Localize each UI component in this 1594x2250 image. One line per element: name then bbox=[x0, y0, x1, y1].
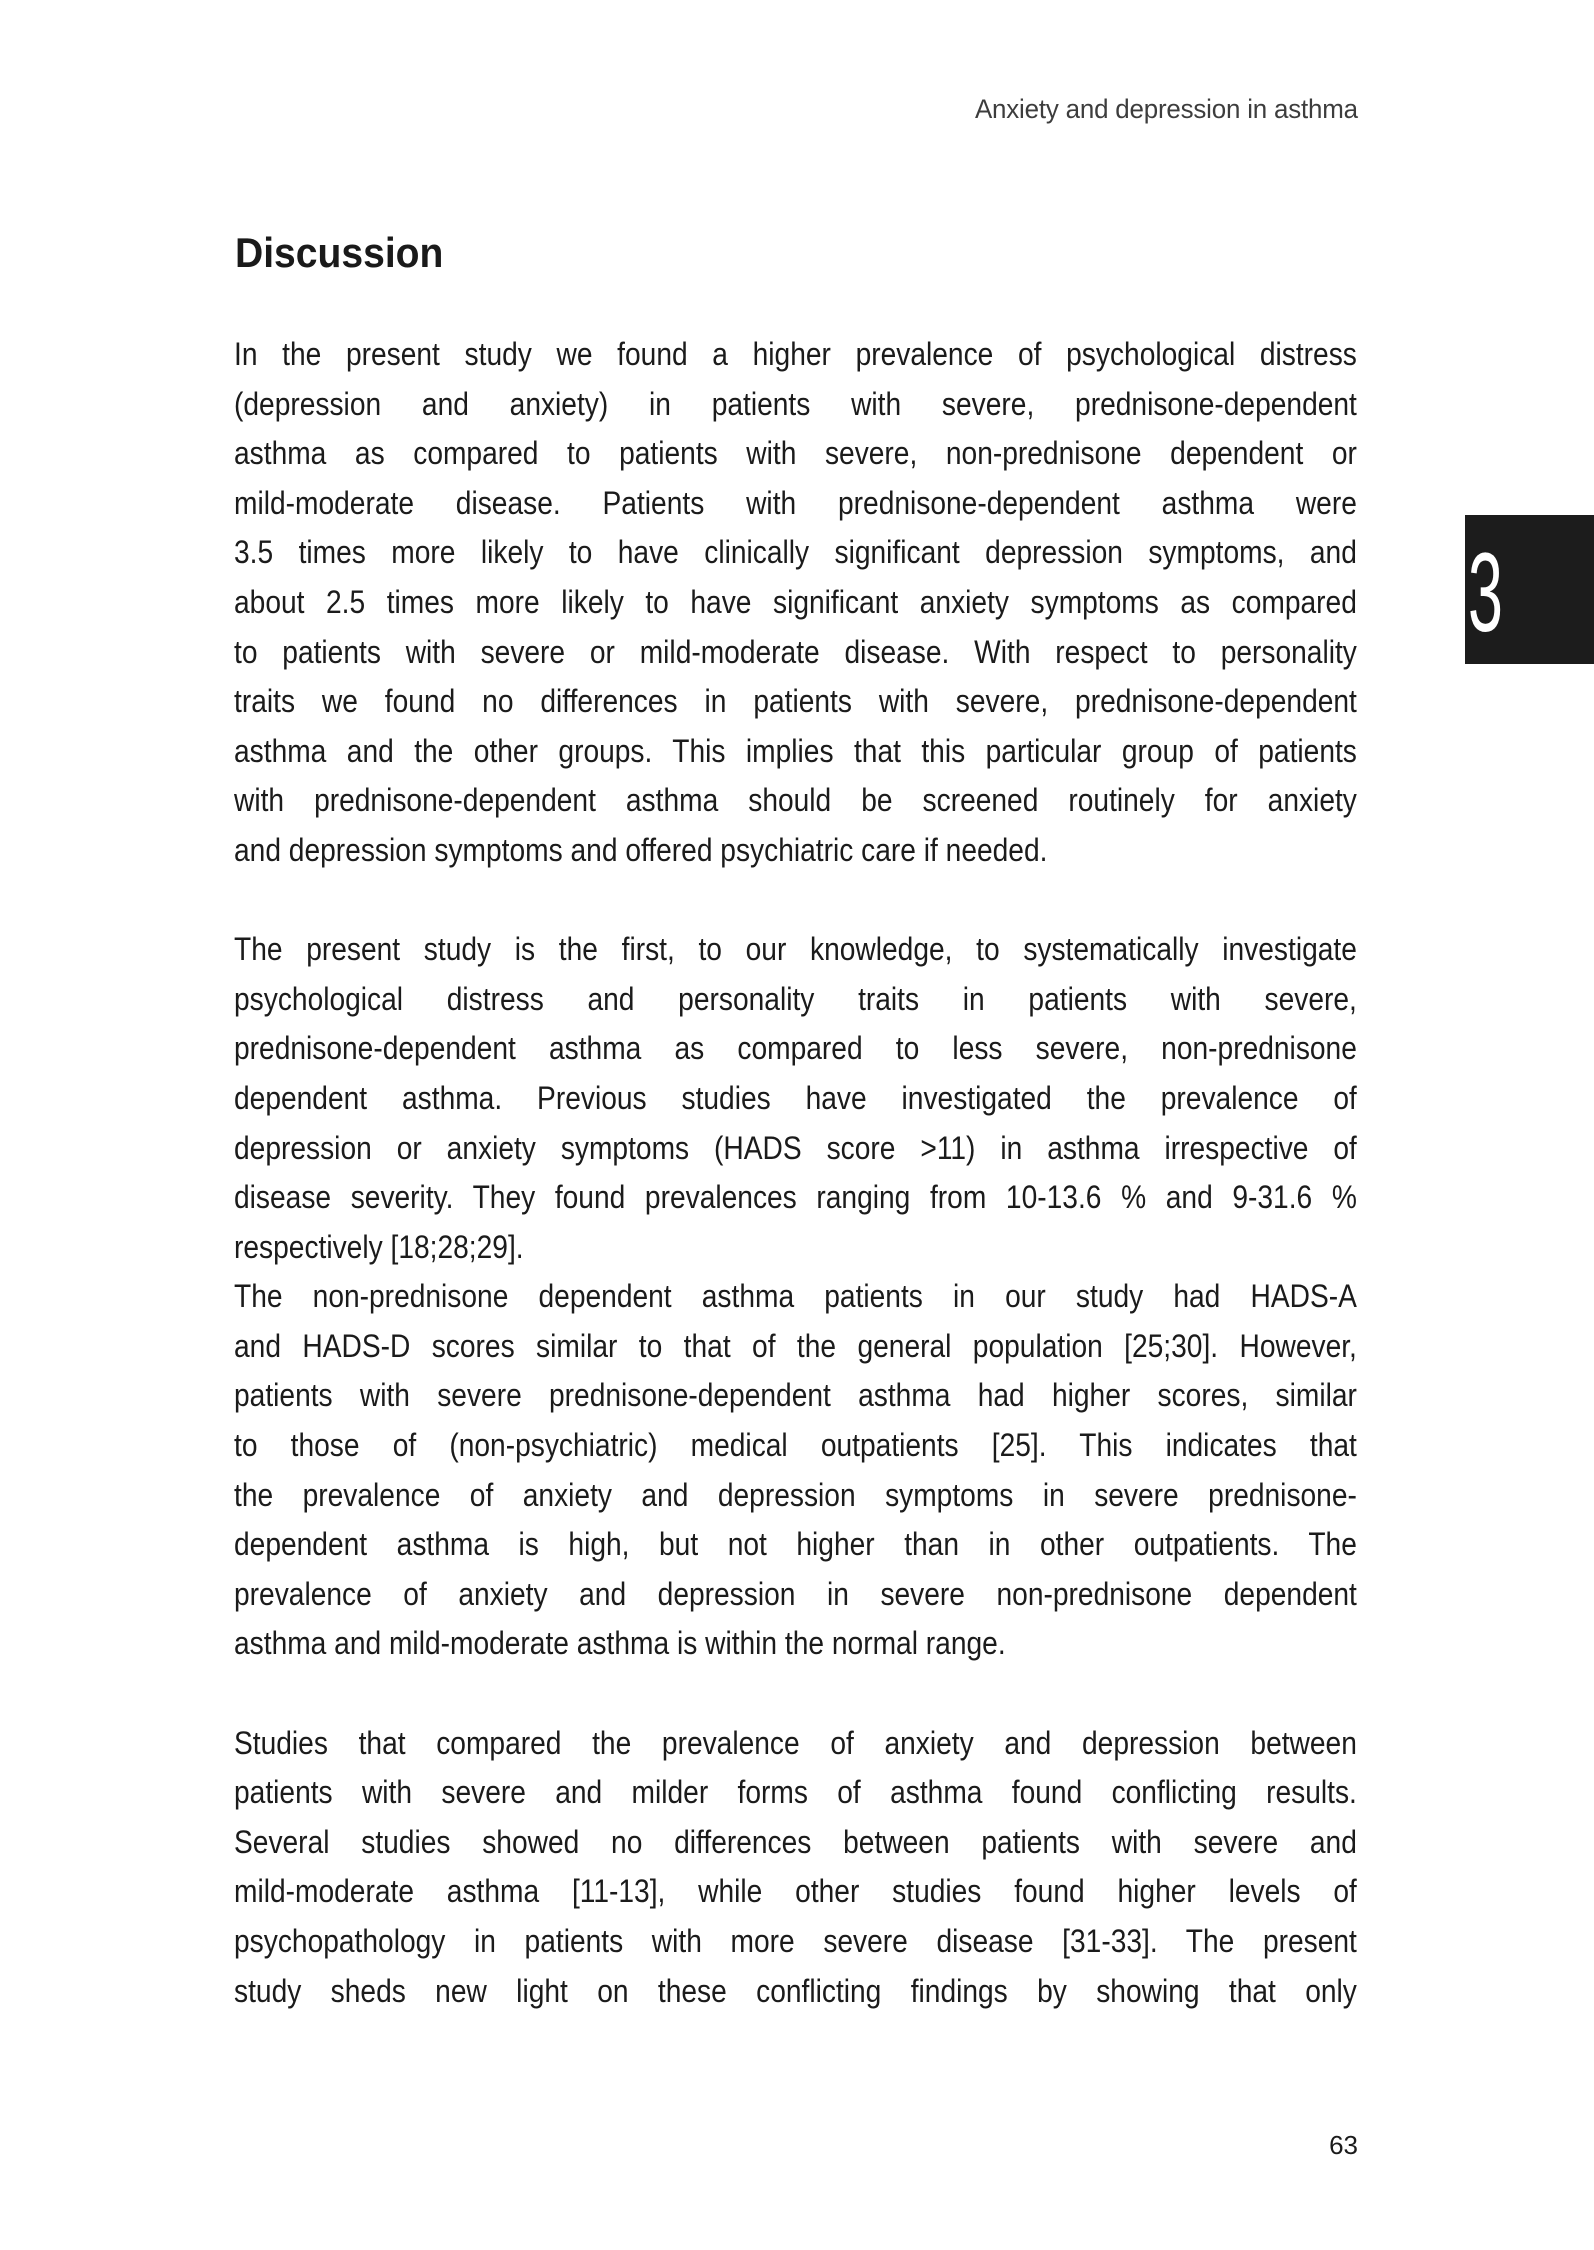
chapter-tab bbox=[1465, 515, 1594, 664]
text-line: prednisone-dependent asthma as compared to less severe, non-prednisone bbox=[234, 1030, 1357, 1067]
text-line: psychological distress and personality traits in patients with severe, bbox=[234, 980, 1357, 1017]
text-line: asthma and the other groups. This implies that this particular group of patients bbox=[234, 732, 1357, 769]
text-line: mild-moderate disease. Patients with prednisone-dependent asthma were bbox=[234, 484, 1357, 521]
text-line: asthma and mild-moderate asthma is within the normal range. bbox=[234, 1625, 1006, 1662]
body-text bbox=[234, 330, 1357, 2016]
page-number: 63 bbox=[1329, 2130, 1358, 2160]
text-line: about 2.5 times more likely to have significant anxiety symptoms as compared bbox=[234, 583, 1357, 620]
text-line: asthma as compared to patients with severe, non-prednisone dependent or bbox=[234, 435, 1357, 472]
text-line: to those of (non-psychiatric) medical outpatients [25]. This indicates that bbox=[234, 1427, 1357, 1464]
text-line: psychopathology in patients with more severe disease [31-33]. The present bbox=[234, 1923, 1357, 1959]
running-header: Anxiety and depression in asthma bbox=[975, 94, 1358, 124]
paragraph-2 bbox=[234, 925, 1357, 1272]
text-line: The non-prednisone dependent asthma patients in our study had HADS-A bbox=[234, 1278, 1357, 1315]
text-line: the prevalence of anxiety and depression symptoms in severe prednisone- bbox=[234, 1476, 1357, 1513]
text-line: dependent asthma is high, but not higher than in other outpatients. The bbox=[234, 1526, 1357, 1563]
text-line: patients with severe and milder forms of asthma found conflicting results. bbox=[234, 1774, 1357, 1811]
text-line: patients with severe prednisone-dependent asthma had higher scores, similar bbox=[234, 1377, 1357, 1414]
text-line: study sheds new light on these conflicting findings by showing that only bbox=[234, 1972, 1357, 2009]
section-title: Discussion bbox=[235, 229, 444, 276]
text-line: to patients with severe or mild-moderate disease. With respect to personality bbox=[234, 633, 1357, 670]
text-line: In the present study we found a higher prevalence of psychological distress bbox=[234, 336, 1357, 372]
paragraph-4 bbox=[234, 1719, 1357, 2017]
text-line: dependent asthma. Previous studies have investigated the prevalence of bbox=[234, 1079, 1357, 1116]
text-line: Studies that compared the prevalence of anxiety and depression between bbox=[234, 1724, 1357, 1761]
text-line: and depression symptoms and offered psychiatric care if needed. bbox=[234, 831, 1048, 868]
text-line: respectively [18;28;29]. bbox=[234, 1228, 524, 1265]
text-line: and HADS-D scores similar to that of the general population [25;30]. However, bbox=[234, 1327, 1357, 1364]
text-line: mild-moderate asthma [11-13], while other studies found higher levels of bbox=[234, 1873, 1357, 1910]
text-line: depression or anxiety symptoms (HADS score >11) in asthma irrespective of bbox=[234, 1129, 1357, 1166]
text-line: (depression and anxiety) in patients with severe, prednisone-dependent bbox=[234, 385, 1357, 422]
text-line: disease severity. They found prevalences ranging from 10-13.6 % and 9-31.6 % bbox=[234, 1179, 1357, 1216]
paragraph-3 bbox=[234, 1272, 1357, 1669]
paragraph-1 bbox=[234, 330, 1357, 876]
chapter-number: 3 bbox=[1468, 530, 1503, 655]
text-line: Several studies showed no differences between patients with severe and bbox=[234, 1823, 1357, 1860]
text-line: 3.5 times more likely to have clinically significant depression symptoms, and bbox=[234, 534, 1357, 571]
text-line: The present study is the first, to our knowledge, to systematically investigate bbox=[234, 931, 1357, 968]
text-line: with prednisone-dependent asthma should be screened routinely for anxiety bbox=[234, 782, 1357, 819]
text-line: prevalence of anxiety and depression in severe non-prednisone dependent bbox=[234, 1575, 1357, 1612]
text-line: traits we found no differences in patients with severe, prednisone-dependent bbox=[234, 683, 1357, 720]
